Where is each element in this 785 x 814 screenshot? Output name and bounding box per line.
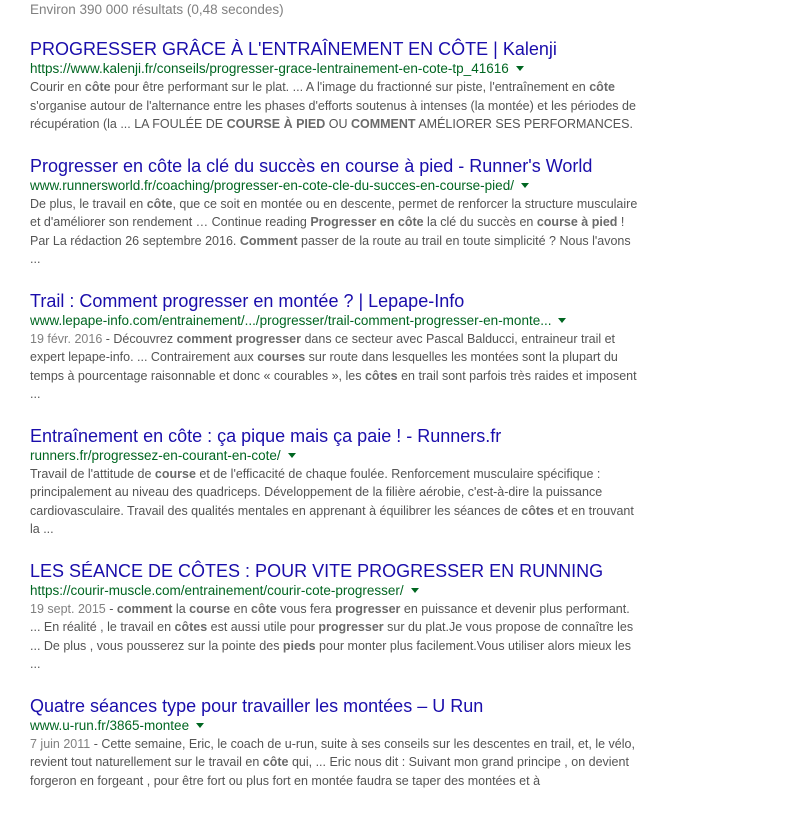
result-date: 19 sept. 2015 — [30, 601, 106, 616]
snippet-highlight: côte — [146, 196, 173, 211]
result-snippet — [30, 465, 640, 539]
result-snippet: 19 févr. 2016 - Découvrez comment progresser dans ce secteur avec Pascal Balducci, entraineur trail et expert lepape-info. ... Contrairement aux courses sur route dans lesquelles les montées sont la plupart du temps à pourcentage raisonnable et donc « courables », les côtes en trail sont parfois très raides et imposent ... — [30, 331, 637, 401]
snippet-text: en puissance et devenir plus performant. ... En réalité , le travail en — [30, 601, 630, 634]
result-title-link[interactable]: Quatre séances type pour travailler les montées – U Run — [30, 695, 484, 716]
snippet-highlight: côte — [251, 601, 277, 616]
snippet-highlight: côte — [262, 755, 289, 769]
snippet-highlight: côte — [84, 80, 111, 94]
result-url: www.u-run.fr/3865-montee — [30, 717, 190, 733]
snippet-text: Découvrez — [113, 331, 177, 346]
snippet-text: qui, ... Eric nous dit : Suivant mon grand principe , on devient forgeron en forgeant , pour être fort ou plus fort en montée faudra se taper des montées et à — [30, 755, 629, 788]
snippet-highlight: COURSE À PIED — [226, 117, 326, 131]
search-result — [30, 38, 640, 134]
dropdown-arrow-icon[interactable] — [288, 453, 296, 458]
result-stats: Environ 390 000 résultats (0,48 secondes) — [30, 2, 284, 17]
search-result — [30, 560, 640, 674]
result-date: 7 juin 2011 — [30, 736, 91, 751]
snippet-highlight: comment progresser — [176, 331, 301, 346]
snippet-text: De plus, le travail en — [30, 196, 147, 211]
snippet-highlight: côtes — [364, 368, 398, 383]
search-result — [30, 155, 640, 269]
result-title-link[interactable]: Entraînement en côte : ça pique mais ça paie ! - Runners.fr — [30, 425, 502, 446]
result-url-line — [30, 717, 640, 735]
snippet-text: sur du plat.Je vous propose de connaître les ... De plus , vous pousserez sur la pointe des — [30, 620, 634, 653]
result-url-line — [30, 447, 640, 465]
snippet-text: en trail sont parfois très raides et imposent ... — [30, 368, 637, 401]
result-url-line — [30, 177, 640, 195]
snippet-text: , que ce soit en montée ou en descente, permet de renforcer la structure musculaire et d'améliorer son rendement … Continue reading — [30, 196, 638, 229]
result-title-link[interactable]: Trail : Comment progresser en montée ? | Lepape-Info — [30, 290, 465, 311]
snippet-highlight: COMMENT — [350, 117, 416, 131]
snippet-text: sur route dans lesquelles les montées sont la plupart du temps à pourcentage raisonnable et donc « courables », les — [30, 350, 618, 383]
result-url-line — [30, 312, 640, 330]
snippet-text: en — [230, 601, 251, 616]
snippet-highlight: course à pied — [536, 215, 618, 229]
snippet-highlight: progresser — [318, 620, 384, 634]
search-result — [30, 290, 640, 404]
snippet-text: ! Par La rédaction 26 septembre 2016. — [30, 215, 625, 248]
snippet-text: dans ce secteur avec Pascal Balducci, entraineur trail et expert lepape-info. ... Contrairement aux — [30, 331, 616, 364]
search-result — [30, 425, 640, 539]
snippet-highlight: course — [189, 601, 231, 616]
snippet-text: s'organise autour de l'alternance entre les phases d'efforts soutenus à intenses (la montée) et les périodes de récupération (la ... LA FOULÉE DE — [30, 98, 636, 131]
result-snippet — [30, 78, 640, 134]
snippet-highlight: courses — [257, 350, 306, 364]
dropdown-arrow-icon[interactable] — [196, 723, 204, 728]
result-url-line — [30, 60, 640, 78]
dropdown-arrow-icon[interactable] — [411, 588, 419, 593]
result-snippet: 19 sept. 2015 - comment la course en côte vous fera progresser en puissance et devenir plus performant. ... En réalité , le travail en côtes est aussi utile pour progresser sur du plat.Je vous propose de connaître les ... De plus , vous pousserez sur la pointe des pieds pour monter plus facilement.Vous utiliser alors mieux les ... — [30, 601, 634, 671]
snippet-highlight: progresser — [335, 601, 401, 616]
result-url: www.lepape-info.com/entrainement/.../progresser/trail-comment-progresser-en-monte... — [30, 312, 552, 328]
snippet-text: est aussi utile pour — [207, 620, 319, 634]
result-url: www.runnersworld.fr/coaching/progresser-en-cote-cle-du-succes-en-course-pied/ — [30, 177, 514, 193]
snippet-highlight: course — [154, 466, 196, 481]
snippet-text: pour être performant sur le plat. ... A l'image du fractionné sur piste, l'entraînement en — [110, 80, 590, 94]
dropdown-arrow-icon[interactable] — [521, 183, 529, 188]
result-url-line — [30, 582, 640, 600]
snippet-text: OU — [325, 117, 351, 131]
snippet-highlight: côtes — [174, 620, 208, 634]
result-url: https://courir-muscle.com/entrainement/courir-cote-progresser/ — [30, 582, 404, 598]
snippet-text: la clé du succès en — [423, 215, 537, 229]
result-url: https://www.kalenji.fr/conseils/progresser-grace-lentrainement-en-cote-tp_41616 — [30, 61, 509, 76]
snippet-text: pour monter plus facilement.Vous utiliser alors mieux les ... — [30, 638, 631, 671]
snippet-highlight: Progresser en côte — [310, 215, 424, 229]
snippet-highlight: côte — [589, 80, 615, 94]
snippet-highlight: pieds — [282, 638, 316, 653]
snippet-text: et de l'efficacité de chaque foulée. Renforcement musculaire spécifique : principalement au niveau des quadriceps. Développement de la filière aérobie, c'est-à-dire la puissance cardiovasculaire. Travail des qualités mentales en apprenant à équilibrer les séances de — [30, 466, 603, 518]
snippet-text: AMÉLIORER SES PERFORMANCES. — [415, 117, 633, 131]
result-title-link[interactable]: LES SÉANCE DE CÔTES : POUR VITE PROGRESSER EN RUNNING — [30, 560, 604, 581]
snippet-highlight: comment — [116, 601, 173, 616]
snippet-text: la — [172, 601, 190, 616]
snippet-text: Cette semaine, Eric, le coach de u-run, suite à ses conseils sur les descentes en trail, et, le vélo, revient tout naturellement sur le travail en — [30, 736, 635, 769]
search-result — [30, 695, 640, 791]
result-url: runners.fr/progressez-en-courant-en-cote/ — [30, 447, 281, 463]
results-list — [30, 38, 640, 811]
snippet-highlight: côtes — [521, 503, 554, 518]
snippet-text: vous fera — [276, 601, 336, 616]
result-title-link[interactable]: Progresser en côte la clé du succès en course à pied - Runner's World — [30, 155, 593, 176]
snippet-highlight: Comment — [239, 233, 298, 248]
result-snippet: 7 juin 2011 - Cette semaine, Eric, le coach de u-run, suite à ses conseils sur les descentes en trail, et, le vélo, revient tout naturellement sur le travail en côte qui, ... Eric nous dit : Suivant mon grand principe , on devient forgeron en forgeant , pour être fort ou plus fort en montée faudra se taper des montées et à — [30, 736, 635, 788]
snippet-text: et en trouvant la ... — [30, 503, 634, 536]
result-title-link[interactable]: PROGRESSER GRÂCE À L'ENTRAÎNEMENT EN CÔTE | Kalenji — [30, 39, 557, 59]
snippet-text: Travail de l'attitude de — [30, 466, 155, 481]
result-date: 19 févr. 2016 — [30, 331, 103, 346]
dropdown-arrow-icon[interactable] — [516, 66, 524, 71]
snippet-text: passer de la route au trail en toute simplicité ? Nous l'avons ... — [30, 233, 631, 266]
snippet-text: Courir en — [30, 80, 85, 94]
result-snippet — [30, 195, 640, 269]
dropdown-arrow-icon[interactable] — [558, 318, 566, 323]
